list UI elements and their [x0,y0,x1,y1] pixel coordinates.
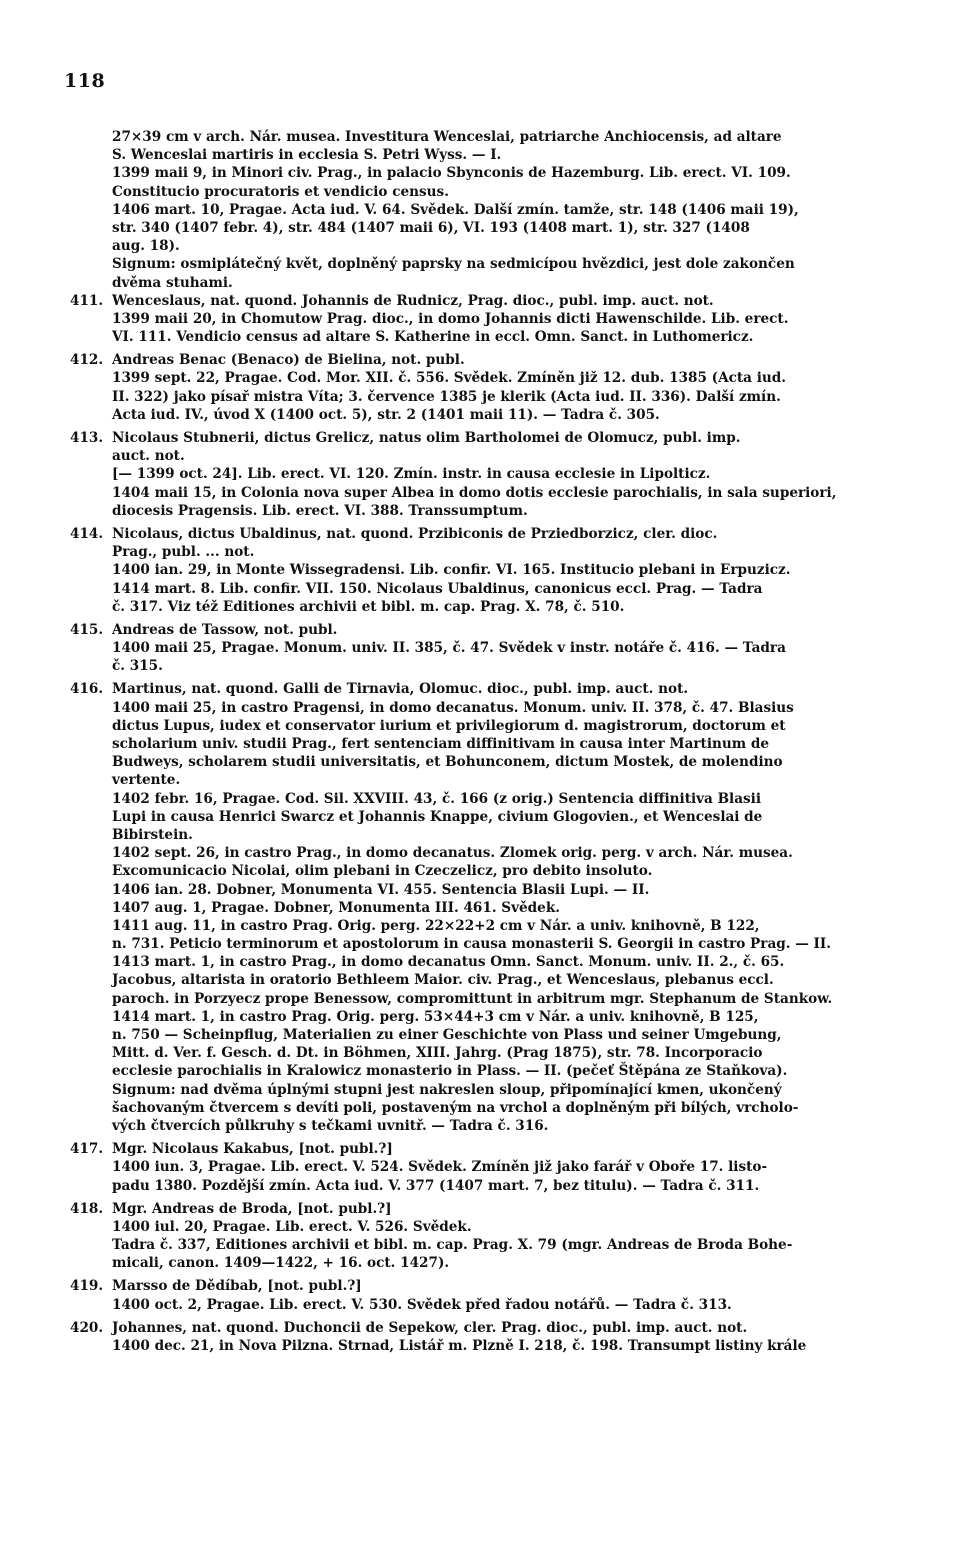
text-line: 1407 aug. 1, Pragae. Dobner, Monumenta III. 461. Svědek. [112,899,560,916]
text-line: č. 317. Viz též Editiones archivii et bibl. m. cap. Prag. X. 78, č. 510. [112,598,625,615]
entry-body [70,525,900,616]
text-line: II. 322) jako písař mistra Víta; 3. července 1385 je klerik (Acta iud. II. 336). Další zmín. [112,388,781,405]
text-line: auct. not. [112,448,185,465]
text-line: 27×39 cm v arch. Nár. musea. Investitura Wenceslai, patriarche Anchiocensis, ad altare [112,129,782,145]
text-line: Marsso de Dědíbab, [not. publ.?] [112,1278,362,1295]
entry-number: 415. [70,621,104,638]
text-line: Acta iud. IV., úvod X (1400 oct. 5), str. 2 (1401 maii 11). — Tadra č. 305. [112,406,660,423]
text-line: str. 340 (1407 febr. 4), str. 484 (1407 maii 6), VI. 193 (1408 mart. 1), str. 327 (1408 [112,219,750,236]
text-line: 1411 aug. 11, in castro Prag. Orig. perg. 22×22+2 cm v Nár. a univ. knihovně, B 122, [112,917,760,934]
page-number: 118 [64,70,106,92]
text-line: 1400 dec. 21, in Nova Pilzna. Strnad, Listář m. Plzně I. 218, č. 198. Transumpt listiny krále [112,1338,807,1354]
entry-number: 411. [70,292,104,309]
entry-number: 416. [70,681,104,698]
text-line: 1404 maii 15, in Colonia nova super Albea in domo dotis ecclesie parochialis, in sala superiori, [112,484,837,501]
text-line: Mitt. d. Ver. f. Gesch. d. Dt. in Böhmen, XIII. Jahrg. (Prag 1875), str. 78. Incorporacio [112,1045,763,1062]
text-line: 1400 oct. 2, Pragae. Lib. erect. V. 530. Svědek před řadou notářů. — Tadra č. 313. [112,1296,732,1313]
notary-entry [70,525,900,616]
text-line: Martinus, nat. quond. Galli de Tirnavia, Olomuc. dioc., publ. imp. auct. not. [112,681,689,698]
text-line: 1406 ian. 28. Dobner, Monumenta VI. 455. Sentencia Blasii Lupi. — II. [112,881,650,898]
text-line: 1399 maii 9, in Minori civ. Prag., in palacio Sbynconis de Hazemburg. Lib. erect. VI. 109. [112,165,791,182]
text-line: 1399 maii 20, in Chomutow Prag. dioc., in domo Johannis dicti Hawenschilde. Lib. erect. [112,310,789,327]
entry-number: 412. [70,352,104,369]
notary-entry [70,1200,900,1273]
text-line: 1414 mart. 1, in castro Prag. Orig. perg. 53×44+3 cm v Nár. a univ. knihovně, B 125, [112,1008,759,1025]
notary-entry [70,1319,900,1355]
text-line: 1400 ian. 29, in Monte Wissegradensi. Lib. confir. VI. 165. Institucio plebani in Erpuzicz. [112,562,791,579]
text-line: Wenceslaus, nat. quond. Johannis de Rudnicz, Prag. dioc., publ. imp. auct. not. [112,292,714,309]
notary-entry [70,680,900,1135]
entry-body [70,1277,900,1313]
entry-number: 417. [70,1141,104,1158]
text-line: Jacobus, altarista in oratorio Bethleem Maior. civ. Prag., et Wenceslaus, plebanus eccl. [112,972,774,989]
text-line: 1400 iun. 3, Pragae. Lib. erect. V. 524. Svědek. Zmíněn již jako farář v Oboře 17. listo- [112,1159,768,1176]
entry-list [70,292,900,1356]
entry-body [70,680,900,1135]
entry-body [70,1140,900,1195]
notary-entry [70,351,900,424]
text-line: VI. 111. Vendicio census ad altare S. Katherine in eccl. Omn. Sanct. in Luthomericz. [112,329,754,346]
notary-entry [70,621,900,676]
text-line: Signum: osmiplátečný květ, doplněný paprsky na sedmicípou hvězdici, jest dole zakončen [112,256,795,273]
text-line: Nicolaus, dictus Ubaldinus, nat. quond. Przibiconis de Prziedborzicz, cler. dioc. [112,525,718,542]
entry-number: 420. [70,1319,104,1336]
notary-entry [70,1140,900,1195]
entry-body [70,351,900,424]
text-line: dvěma stuhami. [112,274,233,291]
text-line: Budweys, scholarem studii universitatis, et Bohunconem, dictum Mostek, de molendino [112,754,783,771]
entry-number: 419. [70,1278,104,1295]
continued-entry-text [70,128,900,292]
text-line: Prag., publ. ... not. [112,544,255,561]
text-line: Excomunicacio Nicolai, olim plebani in Czeczelicz, pro debito insoluto. [112,863,653,880]
text-line: 1402 febr. 16, Pragae. Cod. Sil. XXVIII. 43, č. 166 (z orig.) Sentencia diffinitiva Blasii [112,790,762,807]
text-line: č. 315. [112,658,163,675]
entry-body [70,292,900,347]
entry-body [70,1319,900,1355]
entry-number: 413. [70,430,104,446]
text-line: 1413 mart. 1, in castro Prag., in domo decanatus Omn. Sanct. Monum. univ. II. 2., č. 65. [112,954,785,971]
text-line: padu 1380. Pozdější zmín. Acta iud. V. 377 (1407 mart. 7, bez titulu). — Tadra č. 311. [112,1177,760,1194]
text-line: Constitucio procuratoris et vendicio census. [112,183,449,200]
notary-entry [70,1277,900,1313]
text-line: ecclesie parochialis in Kralowicz monasterio in Plass. — II. (pečeť Štěpána ze Staňkova). [112,1063,788,1080]
text-line: Tadra č. 337, Editiones archivii et bibl. m. cap. Prag. X. 79 (mgr. Andreas de Broda Bohe- [112,1237,793,1254]
notary-entry [70,429,900,520]
text-line: n. 731. Peticio terminorum et apostolorum in causa monasterii S. Georgii in castro Prag. — II. [112,936,831,953]
text-line: Johannes, nat. quond. Duchoncii de Sepekow, cler. Prag. dioc., publ. imp. auct. not. [112,1319,748,1336]
text-line: šachovaným čtvercem s devíti poli, postaveným na vrchol a doplněným při bílých, vrcholo- [112,1099,799,1116]
text-line: aug. 18). [112,238,180,255]
text-line: vých čtvercích půlkruhy s tečkami uvnitř. — Tadra č. 316. [112,1117,549,1134]
text-line: Signum: nad dvěma úplnými stupni jest nakreslen sloup, připomínající kmen, ukončený [112,1081,782,1098]
text-line: 1400 maii 25, Pragae. Monum. univ. II. 385, č. 47. Svědek v instr. notáře č. 416. — Tadra [112,640,786,657]
text-line: Nicolaus Stubnerii, dictus Grelicz, natus olim Bartholomei de Olomucz, publ. imp. [112,430,741,446]
text-line: Mgr. Andreas de Broda, [not. publ.?] [112,1200,392,1217]
text-line: paroch. in Porzyecz prope Benessow, compromittunt in arbitrum mgr. Stephanum de Stankow. [112,990,833,1007]
text-line: Andreas de Tassow, not. publ. [112,621,338,638]
text-line: micali, canon. 1409—1422, + 16. oct. 1427). [112,1255,450,1272]
text-line: 1400 iul. 20, Pragae. Lib. erect. V. 526. Svědek. [112,1218,472,1235]
text-line: 1414 mart. 8. Lib. confir. VII. 150. Nicolaus Ubaldinus, canonicus eccl. Prag. — Tadra [112,580,763,597]
entry-body [70,1200,900,1273]
entry-body [70,621,900,676]
text-line: diocesis Pragensis. Lib. erect. VI. 388. Transsumptum. [112,502,528,519]
entry-body [70,429,900,520]
text-line: vertente. [112,772,181,789]
text-line: dictus Lupus, iudex et conservator iurium et privilegiorum d. magistrorum, doctorum et [112,717,786,734]
text-line: Andreas Benac (Benaco) de Bielina, not. publ. [112,352,465,369]
text-line: Bibirstein. [112,826,193,843]
notary-entry [70,292,900,347]
text-line: n. 750 — Scheinpflug, Materialien zu einer Geschichte von Plass und seiner Umgebung, [112,1027,782,1043]
text-line: 1399 sept. 22, Pragae. Cod. Mor. XII. č. 556. Svědek. Zmíněn již 12. dub. 1385 (Acta iud. [112,370,787,387]
text-line: Mgr. Nicolaus Kakabus, [not. publ.?] [112,1141,393,1158]
entry-number: 414. [70,525,104,542]
entry-number: 418. [70,1200,104,1217]
text-line: scholarium univ. studii Prag., fert sentenciam diffinitivam in causa inter Martinum de [112,736,770,752]
text-line: Lupi in causa Henrici Swarcz et Johannis Knappe, civium Glogovien., et Wenceslai de [112,808,763,825]
text-line: S. Wenceslai martiris in ecclesia S. Petri Wyss. — I. [112,147,502,164]
page-content [70,128,900,1355]
text-line: 1400 maii 25, in castro Pragensi, in domo decanatus. Monum. univ. II. 378, č. 47. Blasius [112,699,794,716]
text-line: [— 1399 oct. 24]. Lib. erect. VI. 120. Zmín. instr. in causa ecclesie in Lipolticz. [112,466,711,483]
text-line: 1406 mart. 10, Pragae. Acta iud. V. 64. Svědek. Další zmín. tamže, str. 148 (1406 maii 19), [112,201,799,218]
text-line: 1402 sept. 26, in castro Prag., in domo decanatus. Zlomek orig. perg. v arch. Nár. musea. [112,845,793,862]
